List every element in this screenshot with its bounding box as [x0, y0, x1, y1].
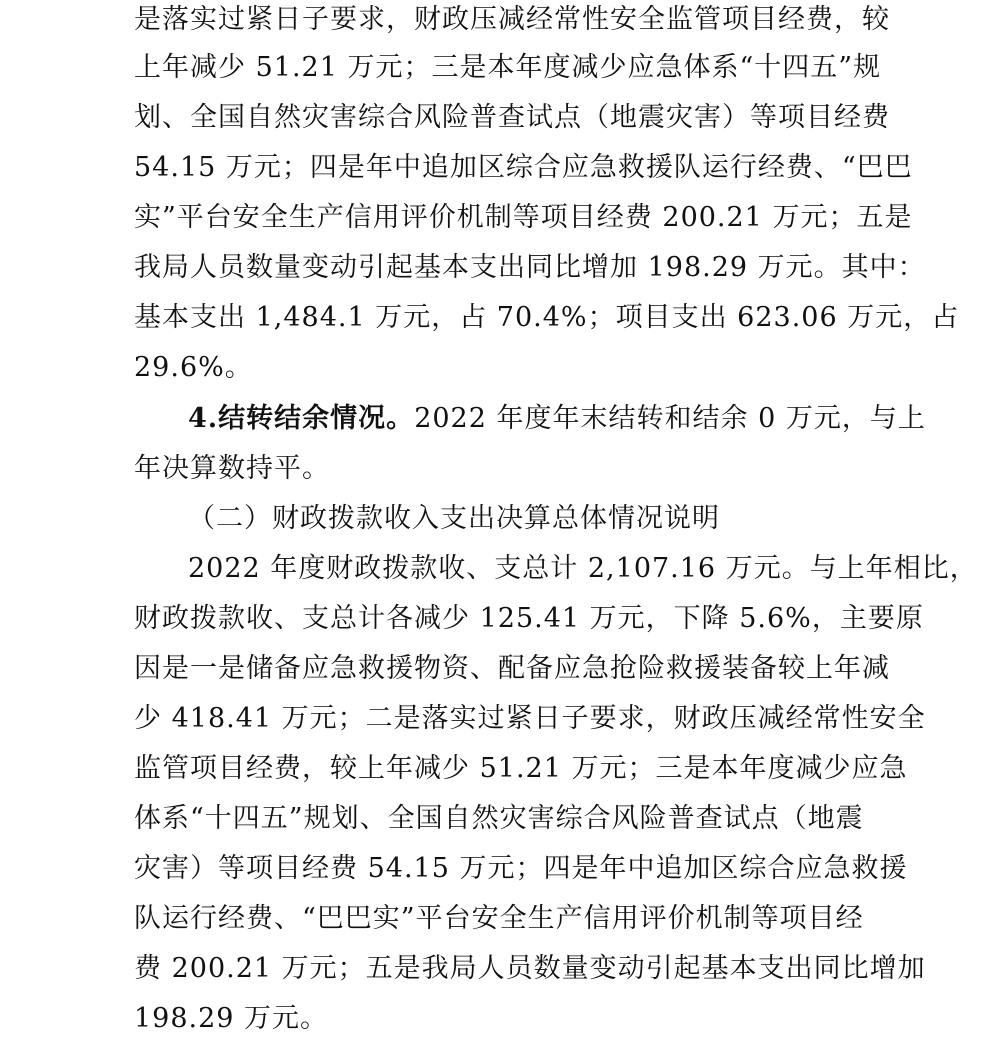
paragraph-line: 少 418.41 万元；二是落实过紧日子要求，财政压减经常性安全 [134, 703, 926, 734]
section-4-line [188, 399, 926, 439]
section-4-text: 2022 年度年末结转和结余 0 万元，与上 [414, 403, 926, 434]
paragraph-line: 费 200.21 万元；五是我局人员数量变动引起基本支出同比增加 [134, 953, 926, 984]
paragraph-line: 灾害）等项目经费 54.15 万元；四是年中追加区综合应急救援 [134, 853, 908, 884]
paragraph-line: 划、全国自然灾害综合风险普查试点（地震灾害）等项目经费 [134, 102, 890, 133]
paragraph-line: 是落实过紧日子要求，财政压减经常性安全监管项目经费，较 [134, 4, 890, 35]
paragraph-line: 财政拨款收、支总计各减少 125.41 万元，下降 5.6%，主要原 [134, 603, 924, 634]
paragraph-line: 我局人员数量变动引起基本支出同比增加 198.29 万元。其中： [134, 252, 926, 283]
paragraph-line: 29.6%。 [134, 352, 253, 383]
paragraph-line: 2022 年度财政拨款收、支总计 2,107.16 万元。与上年相比， [188, 553, 978, 584]
paragraph-line: 上年减少 51.21 万元；三是本年度减少应急体系“十四五”规 [134, 52, 882, 83]
paragraph-line: 54.15 万元；四是年中追加区综合应急救援队运行经费、“巴巴 [134, 152, 913, 183]
paragraph-line: 因是一是储备应急救援物资、配备应急抢险救援装备较上年减 [134, 653, 890, 684]
paragraph-line: 队运行经费、“巴巴实”平台安全生产信用评价机制等项目经 [134, 903, 864, 934]
section-4-heading: 4.结转结余情况。 [188, 403, 415, 434]
paragraph-line: 实”平台安全生产信用评价机制等项目经费 200.21 万元；五是 [134, 202, 913, 233]
paragraph-line: 体系“十四五”规划、全国自然灾害综合风险普查试点（地震 [134, 803, 864, 834]
section-4-line-2: 年决算数持平。 [134, 453, 330, 484]
paragraph-line: 监管项目经费，较上年减少 51.21 万元；三是本年度减少应急 [134, 753, 908, 784]
paragraph-line: 198.29 万元。 [134, 1003, 329, 1034]
section-2-title: （二）财政拨款收入支出决算总体情况说明 [188, 503, 720, 534]
paragraph-line: 基本支出 1,484.1 万元，占 70.4%；项目支出 623.06 万元，占 [134, 302, 960, 333]
